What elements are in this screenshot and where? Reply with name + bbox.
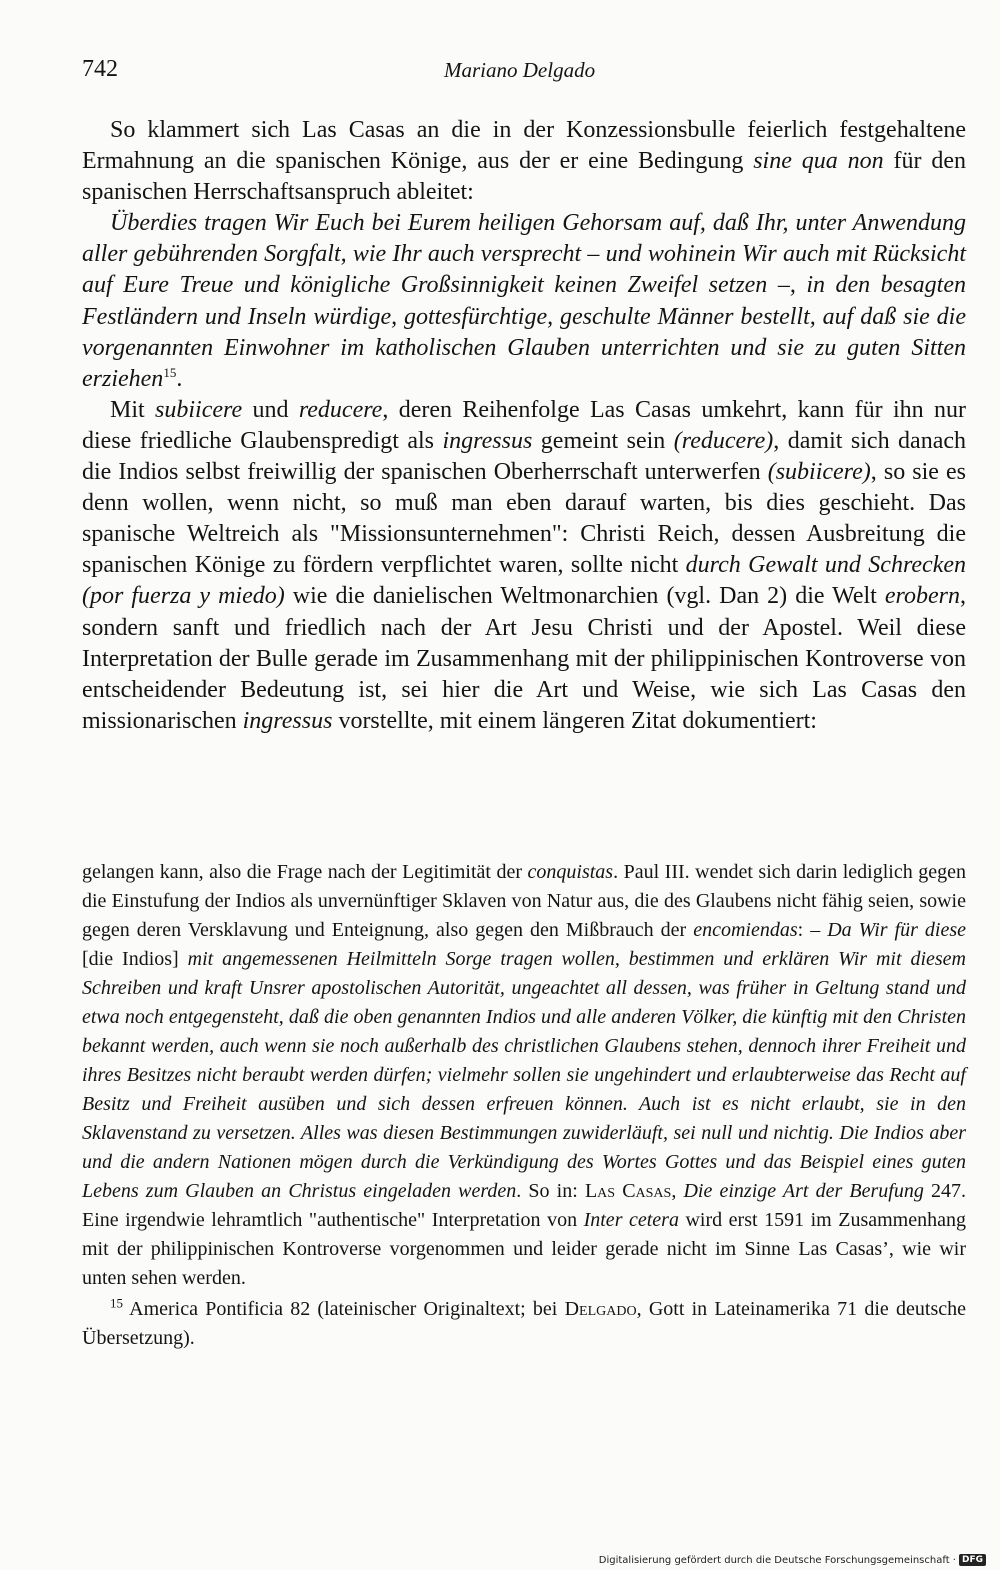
body-paragraph-1: So klammert sich Las Casas an die in der Konzessionsbulle feierlich festgehaltene Ermahnung an die spanischen Könige, aus der er eine Bedingung sine qua non für den spanischen Herrschaftsanspruch ableitet:	[82, 117, 966, 206]
footnote-continued: gelangen kann, also die Frage nach der Legitimität der conquistas. Paul III. wendet sich darin lediglich gegen die Einstufung der Indios als unvernünftiger Sklaven von Natur aus, die des Glaubens nicht fähig seien, sowie gegen deren Versklavung und Enteignung, also gegen den Mißbrauch der encomiendas: – Da Wir für diese [die Indios] mit angemessenen Heilmitteln Sorge tragen wollen, bestimmen und erklären Wir mit diesem Schreiben und kraft Unsrer apostolischen Autorität, ungeachtet all dessen, was früher in Geltung stand und etwa noch entgegensteht, daß die oben genannten Indios und alle anderen Völker, die künftig mit den Christen bekannt werden, auch wenn sie noch außerhalb des christlichen Glaubens stehen, dennoch ihrer Freiheit und ihres Besitzes nicht beraubt werden dürfen; vielmehr sollen sie ungehindert und erlaubterweise das Recht auf Besitz und Freiheit ausüben und sich dessen erfreuen können. Auch ist es nicht erlaubt, sie in den Sklavenstand zu versetzen. Alles was diesen Bestimmungen zuwiderläuft, sei null und nichtig. Die Indios aber und die andern Nationen mögen durch die Verkündigung des Wortes Gottes und das Beispiel eines guten Lebens zum Glauben an Christus eingeladen werden. So in: Las Casas, Die einzige Art der Berufung 247. Eine irgendwie lehramtlich "authentische" Interpretation von Inter cetera wird erst 1591 im Zusammenhang mit der philippinischen Kontroverse vorgenommen und leider gerade nicht im Sinne Las Casas’, wie wir unten sehen werden.	[82, 861, 966, 1289]
main-text	[82, 115, 966, 737]
page-header	[82, 56, 966, 92]
footnote-15: $^{15}$ America Pontificia 82 (lateinischer Originaltext; bei Delgado, Gott in Lateinamerika 71 die deutsche Übersetzung).	[82, 1295, 966, 1349]
digitization-text: Digitalisierung gefördert durch die Deutsche Forschungsgemeinschaft ·	[598, 1554, 956, 1566]
footnote-ref-15: 15	[163, 364, 177, 380]
page-number: 742	[82, 56, 118, 82]
running-head: Mariano Delgado	[444, 58, 596, 82]
footnotes	[82, 858, 966, 1353]
digitization-note	[599, 1554, 986, 1566]
block-quote-bull: Überdies tragen Wir Euch bei Eurem heiligen Gehorsam auf, daß Ihr, unter Anwendung aller gebührenden Sorgfalt, wie Ihr auch versprecht – und wohinein Wir auch mit Rücksicht auf Eure Treue und königliche Großsinnigkeit keinen Zweifel setzen –, in den besagten Festländern und Inseln würdige, gottesfürchtige, geschulte Männer bestellt, auf daß sie die vorgenannten Einwohner im katholischen Glauben unterrichten und sie zu guten Sitten erziehen$^{15}$.	[82, 210, 966, 392]
footnote-number-15: 15	[110, 1295, 123, 1311]
dfg-logo: DFG	[959, 1554, 986, 1566]
body-paragraph-2: Mit subiicere und reducere, deren Reihenfolge Las Casas umkehrt, kann für ihn nur diese friedliche Glaubenspredigt als ingressus gemeint sein (reducere), damit sich danach die Indios selbst freiwillig der spanischen Oberherrschaft unterwerfen (subiicere), so sie es denn wollen, wenn nicht, so muß man eben darauf warten, bis dies geschieht. Das spanische Weltreich als "Missionsunternehmen": Christi Reich, dessen Ausbreitung die spanischen Könige zu fördern verpflichtet waren, sollte nicht durch Gewalt und Schrecken (por fuerza y miedo) wie die danielischen Weltmonarchien (vgl. Dan 2) die Welt erobern, sondern sanft und friedlich nach der Art Jesu Christi und der Apostel. Weil diese Interpretation der Bulle gerade im Zusammenhang mit der philippinischen Kontroverse von entscheidender Bedeutung ist, sei hier die Art und Weise, wie sich Las Casas den missionarischen ingressus vorstellte, mit einem längeren Zitat dokumentiert:	[82, 396, 967, 734]
